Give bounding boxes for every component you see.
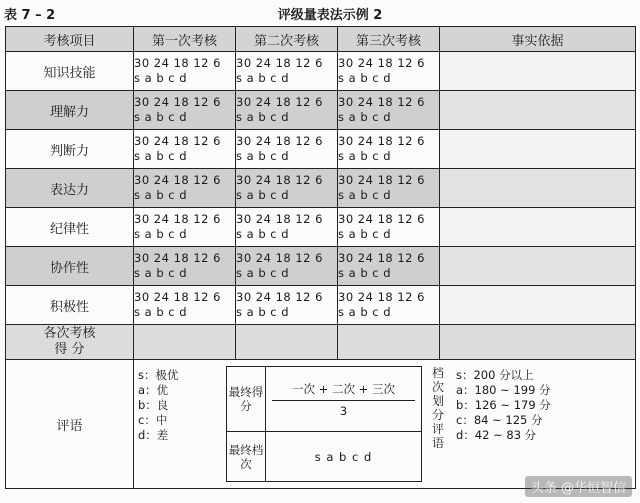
final-grade-label: 最终档次 [227,432,266,482]
score-cell: 30 24 18 12 6 s a b c d [134,91,236,130]
pingyu-body [134,360,636,489]
score-cell: 30 24 18 12 6 s a b c d [338,52,440,91]
table-number: 表 7 – 2 [4,8,56,23]
table-row [6,52,636,91]
grade-division-label: 档 次 划 分 评 语 [431,366,444,450]
range-item: c：84 ~ 125 分 [456,413,543,427]
score-cell: 30 24 18 12 6 s a b c d [338,208,440,247]
score-cell: 30 24 18 12 6 s a b c d [236,247,338,286]
final-grade-letters: s a b c d [266,432,422,482]
score-cell: 30 24 18 12 6 s a b c d [338,286,440,325]
score-cell: 30 24 18 12 6 s a b c d [236,91,338,130]
aggregate-row [6,325,636,360]
score-cell: 30 24 18 12 6 s a b c d [134,247,236,286]
score-cell: 30 24 18 12 6 s a b c d [236,169,338,208]
col-header: 事实依据 [440,27,636,52]
aggregate-cell [134,325,236,360]
score-cell: 30 24 18 12 6 s a b c d [134,208,236,247]
score-cell: 30 24 18 12 6 s a b c d [134,52,236,91]
score-cell: 30 24 18 12 6 s a b c d [338,169,440,208]
aggregate-cell [338,325,440,360]
legend-item: c：中 [138,413,168,427]
score-cell: 30 24 18 12 6 s a b c d [338,247,440,286]
item-label: 判断力 [6,130,134,169]
range-item: a：180 ~ 199 分 [456,383,551,397]
table-header [0,2,640,24]
fact-cell [440,169,636,208]
fact-cell [440,286,636,325]
score-cell: 30 24 18 12 6 s a b c d [236,286,338,325]
item-label: 表达力 [6,169,134,208]
legend-item: a：优 [138,383,169,397]
final-score-formula: 一次 + 二次 + 三次 3 [266,367,422,432]
grade-legend [138,368,179,443]
item-label: 知识技能 [6,52,134,91]
header-row [6,27,636,52]
aggregate-cell [236,325,338,360]
table-row [6,91,636,130]
final-score-table [226,366,422,482]
legend-item: b：良 [138,398,169,412]
table-row [6,169,636,208]
final-score-label: 最终得分 [227,367,266,432]
table-title: 评级量表法示例 2 [277,8,383,23]
col-header: 第一次考核 [134,27,236,52]
score-cell: 30 24 18 12 6 s a b c d [338,130,440,169]
score-cell: 30 24 18 12 6 s a b c d [134,286,236,325]
aggregate-cell [440,325,636,360]
legend-item: s：极优 [138,368,179,382]
fact-cell [440,247,636,286]
col-header: 第三次考核 [338,27,440,52]
score-cell: 30 24 18 12 6 s a b c d [236,208,338,247]
fact-cell [440,91,636,130]
item-label: 协作性 [6,247,134,286]
range-item: s：200 分以上 [456,368,534,382]
pingyu-row [6,360,636,489]
col-header: 考核项目 [6,27,134,52]
grade-ranges [456,368,551,443]
item-label: 积极性 [6,286,134,325]
table-row [6,130,636,169]
score-cell: 30 24 18 12 6 s a b c d [134,130,236,169]
col-header: 第二次考核 [236,27,338,52]
aggregate-label: 各次考核 得 分 [6,325,134,360]
score-cell: 30 24 18 12 6 s a b c d [236,130,338,169]
rating-scale-table [5,26,636,489]
table-row [6,247,636,286]
watermark: 头条 @华恒智信 [525,476,632,497]
range-item: b：126 ~ 179 分 [456,398,551,412]
fact-cell [440,130,636,169]
range-item: d：42 ~ 83 分 [456,428,537,442]
fact-cell [440,52,636,91]
table-row [6,208,636,247]
pingyu-label: 评语 [6,360,134,489]
score-cell: 30 24 18 12 6 s a b c d [134,169,236,208]
table-row [6,286,636,325]
legend-item: d：差 [138,428,169,442]
score-cell: 30 24 18 12 6 s a b c d [236,52,338,91]
score-cell: 30 24 18 12 6 s a b c d [338,91,440,130]
item-label: 理解力 [6,91,134,130]
fact-cell [440,208,636,247]
item-label: 纪律性 [6,208,134,247]
